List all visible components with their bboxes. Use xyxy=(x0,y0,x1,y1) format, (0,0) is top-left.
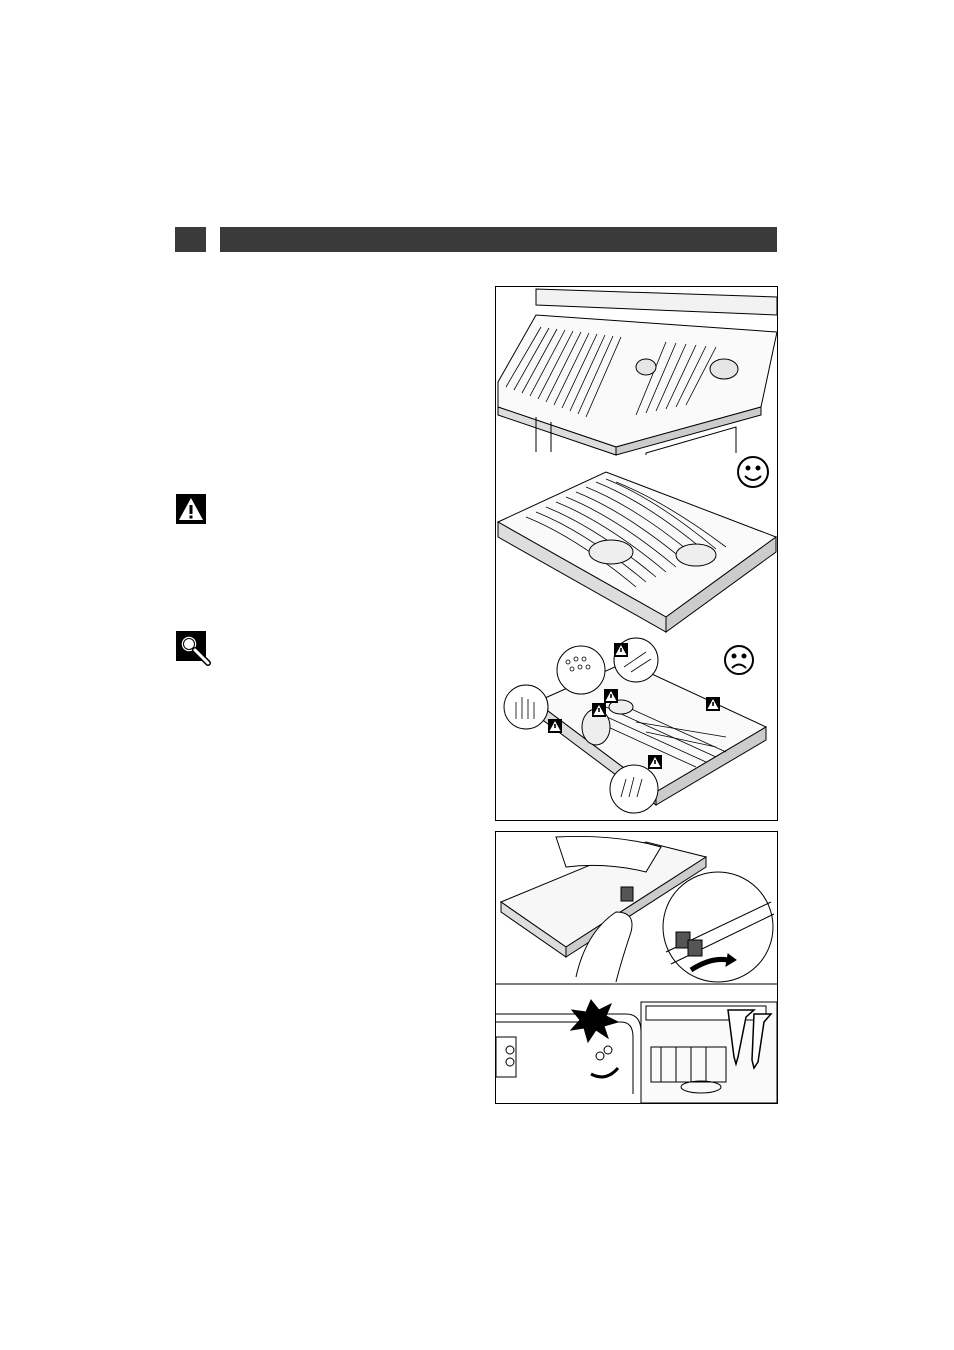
magnifier-icon xyxy=(176,631,212,667)
correct-loading-drawing xyxy=(498,472,776,632)
smiley-sad-icon xyxy=(725,646,753,674)
section-number-box xyxy=(175,227,206,252)
smiley-happy-icon xyxy=(738,457,768,487)
dishwasher-interior-drawing xyxy=(641,1002,777,1103)
basket-removal-illustration-panel xyxy=(495,831,778,1104)
section-title-bar xyxy=(220,227,777,252)
cutlery-basket-illustration-panel xyxy=(495,286,778,821)
clip-detail-drawing xyxy=(663,872,774,982)
warning-triangle-icon xyxy=(176,494,206,524)
basket-in-dishwasher-drawing xyxy=(498,289,777,455)
rail-impact-drawing xyxy=(496,1000,641,1094)
